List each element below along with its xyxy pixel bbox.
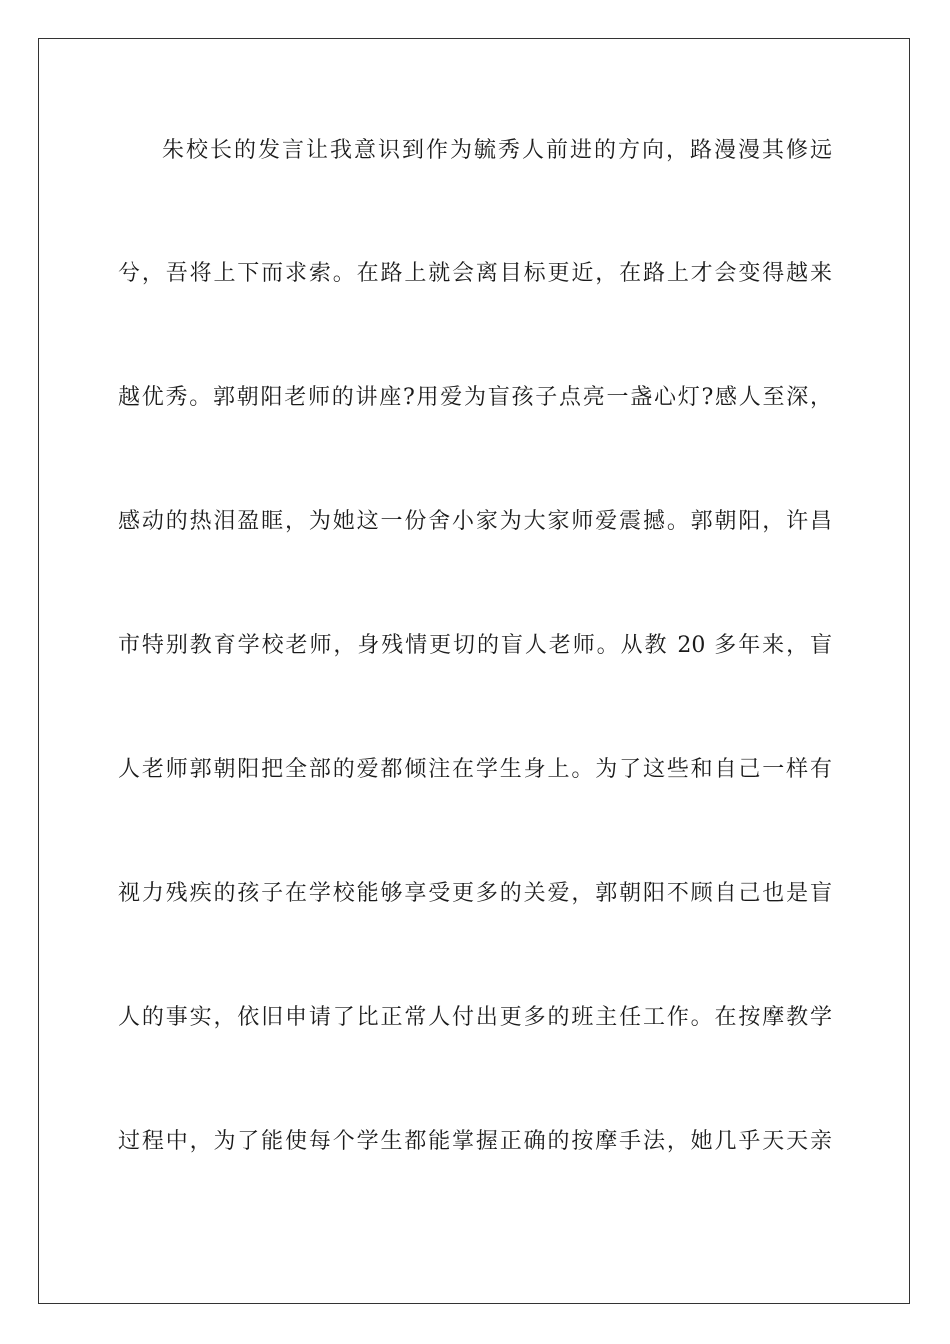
paragraph-line-3: 越优秀。郭朝阳老师的讲座?用爱为盲孩子点亮一盏心灯?感人至深， (118, 385, 832, 410)
paragraph-line-4: 感动的热泪盈眶，为她这一份舍小家为大家师爱震撼。郭朝阳，许昌 (118, 509, 832, 534)
page-border (38, 38, 910, 1304)
paragraph-line-1: 朱校长的发言让我意识到作为毓秀人前进的方向，路漫漫其修远 (162, 138, 832, 163)
paragraph-line-9: 过程中，为了能使每个学生都能掌握正确的按摩手法，她几乎天天亲 (118, 1129, 832, 1154)
paragraph-line-6: 人老师郭朝阳把全部的爱都倾注在学生身上。为了这些和自己一样有 (118, 757, 832, 782)
paragraph-line-8: 人的事实，依旧申请了比正常人付出更多的班主任工作。在按摩教学 (118, 1005, 832, 1030)
paragraph-line-7: 视力残疾的孩子在学校能够享受更多的关爱，郭朝阳不顾自己也是盲 (118, 881, 832, 906)
paragraph-line-5: 市特别教育学校老师，身残情更切的盲人老师。从教 20 多年来，盲 (118, 633, 832, 658)
paragraph-line-2: 兮，吾将上下而求索。在路上就会离目标更近，在路上才会变得越来 (118, 261, 832, 286)
